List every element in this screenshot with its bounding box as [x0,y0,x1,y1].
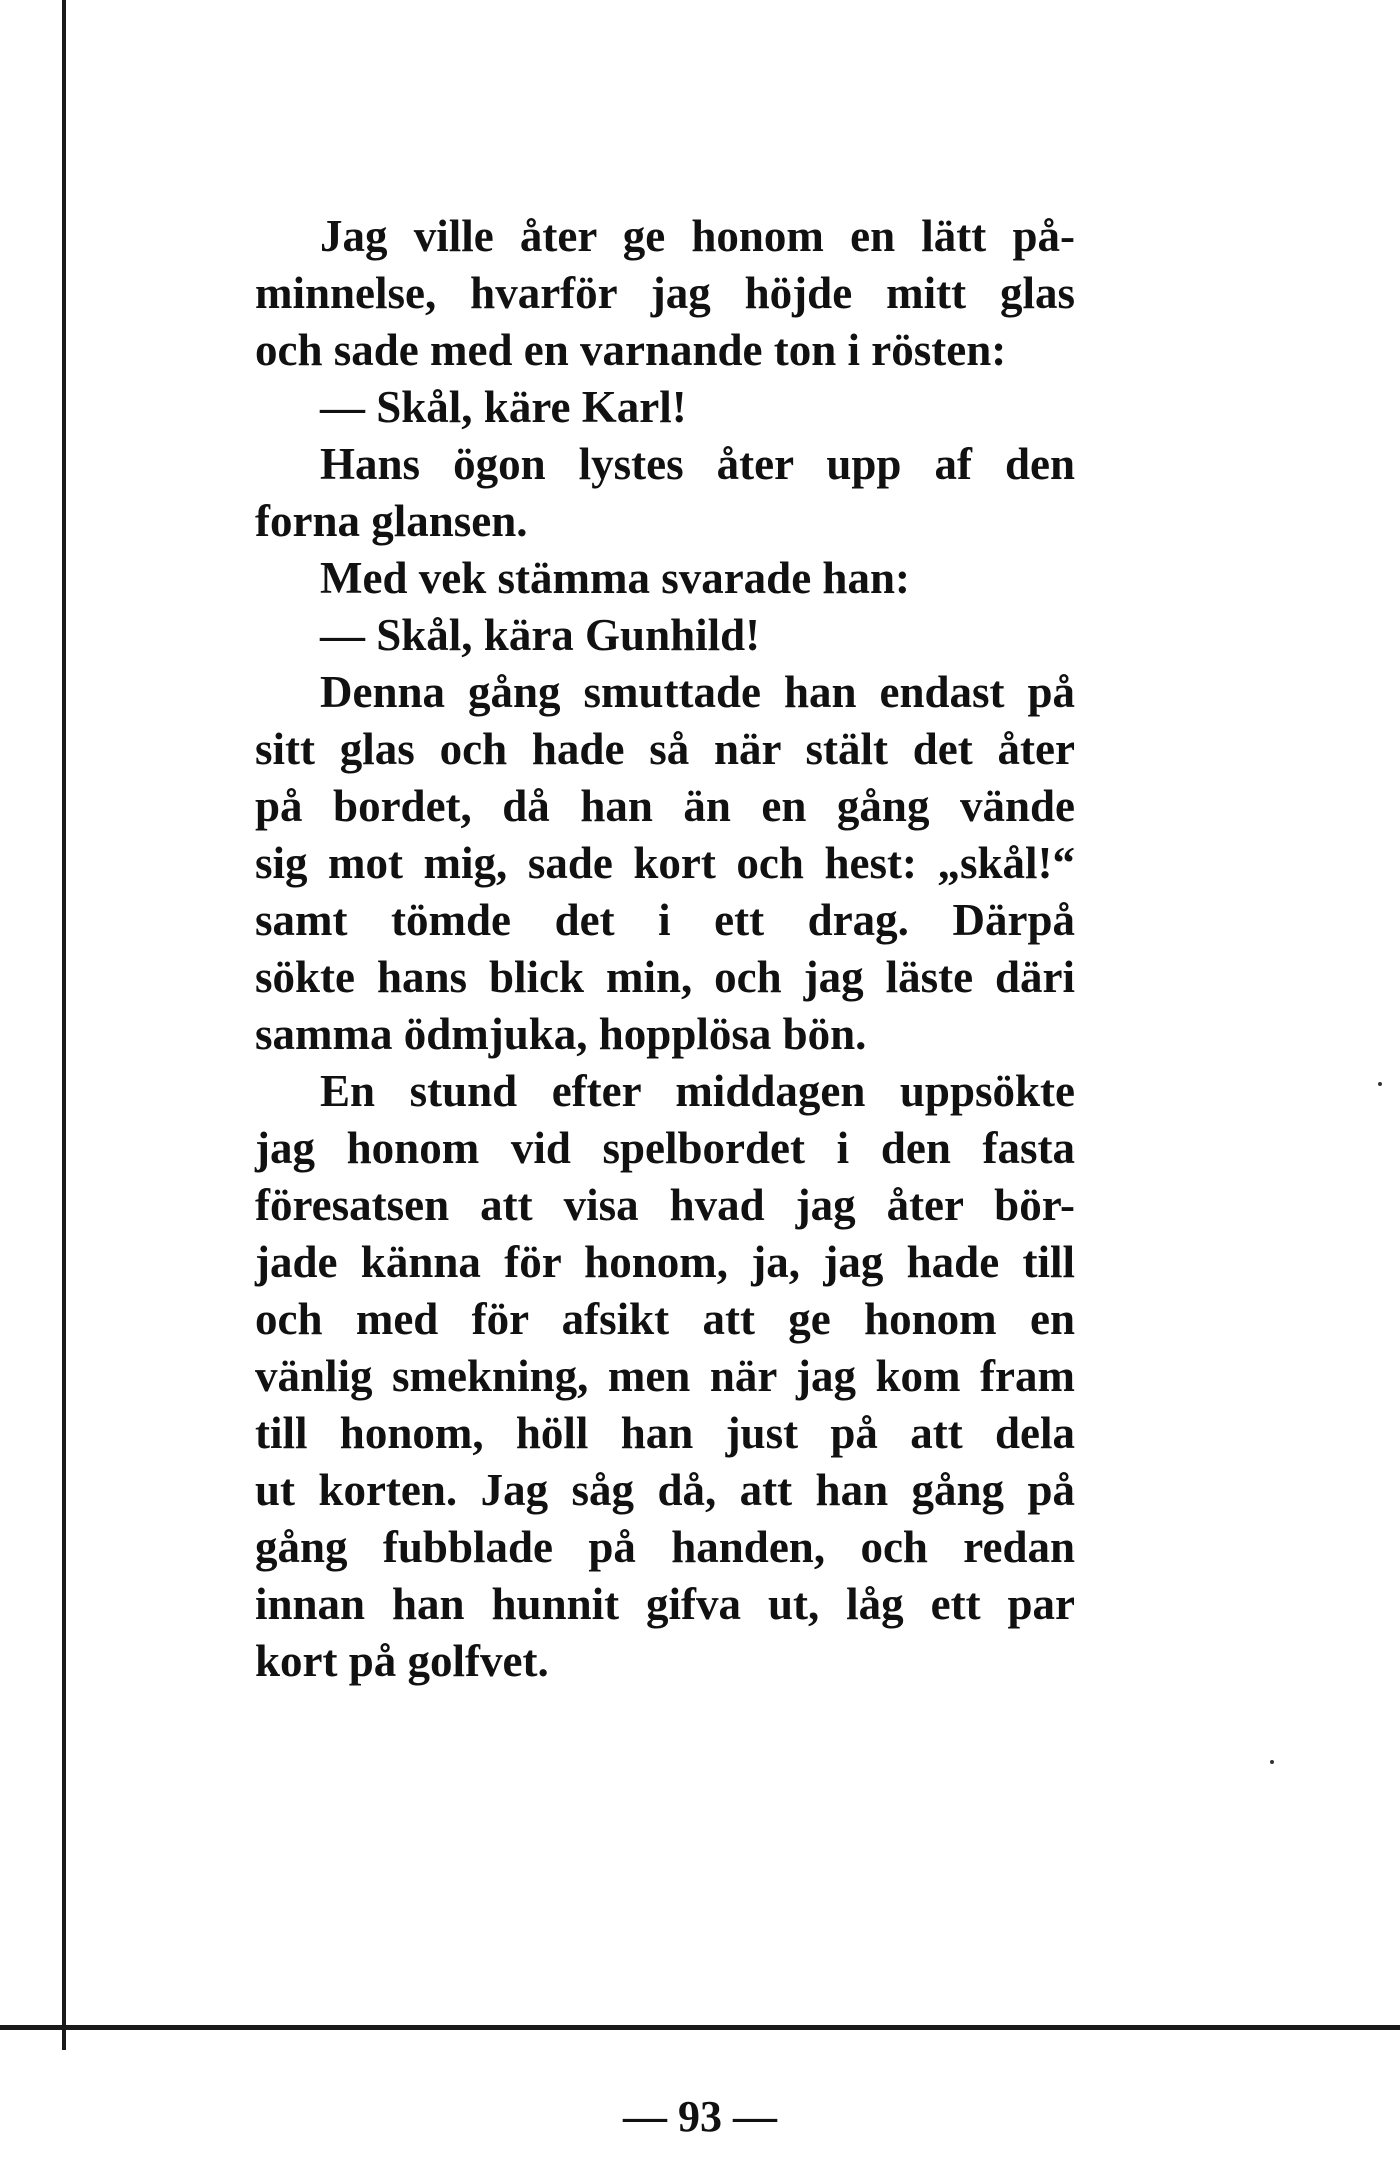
text-line: En stund efter middagen uppsökte [320,1066,1075,1116]
speck [1378,1082,1382,1086]
text-line: gång fubblade på handen, och redan [255,1522,1075,1572]
text-line: jade känna för honom, ja, jag hade till [255,1237,1075,1287]
text-line: ut korten. Jag såg då, att han gång på [255,1465,1075,1515]
text-line: föresatsen att visa hvad jag åter bör- [255,1180,1075,1230]
text-line: sitt glas och hade så när stält det åter [255,724,1075,774]
text-line: Denna gång smuttade han endast på [320,667,1075,717]
text-line: forna glansen. [255,496,528,546]
text-line: sig mot mig, sade kort och hest: „skål!“ [255,838,1075,888]
body-text [255,208,1075,1690]
text-line: kort på golfvet. [255,1636,549,1686]
text-line: Med vek stämma svarade han: [320,553,910,603]
text-line: Jag ville åter ge honom en lätt på- [320,211,1075,261]
text-line: — Skål, käre Karl! [320,382,687,432]
text-line: vänlig smekning, men när jag kom fram [255,1351,1075,1401]
text-line: — Skål, kära Gunhild! [320,610,761,660]
text-line: samt tömde det i ett drag. Därpå [255,895,1075,945]
text-line: och sade med en varnande ton i rösten: [255,325,1007,375]
text-line: innan han hunnit gifva ut, låg ett par [255,1579,1075,1629]
text-line: jag honom vid spelbordet i den fasta [255,1123,1075,1173]
page-edge-bottom [0,2025,1400,2030]
text-line: minnelse, hvarför jag höjde mitt glas [255,268,1075,318]
text-line: Hans ögon lystes åter upp af den [320,439,1075,489]
speck [1270,1760,1274,1764]
text-line: samma ödmjuka, hopplösa bön. [255,1009,867,1059]
text-line: på bordet, då han än en gång vände [255,781,1075,831]
text-line: sökte hans blick min, och jag läste däri [255,952,1075,1002]
page-number: — 93 — [623,2092,777,2141]
text-line: till honom, höll han just på att dela [255,1408,1075,1458]
text-line: och med för afsikt att ge honom en [255,1294,1075,1344]
page-edge-left [62,0,66,2050]
